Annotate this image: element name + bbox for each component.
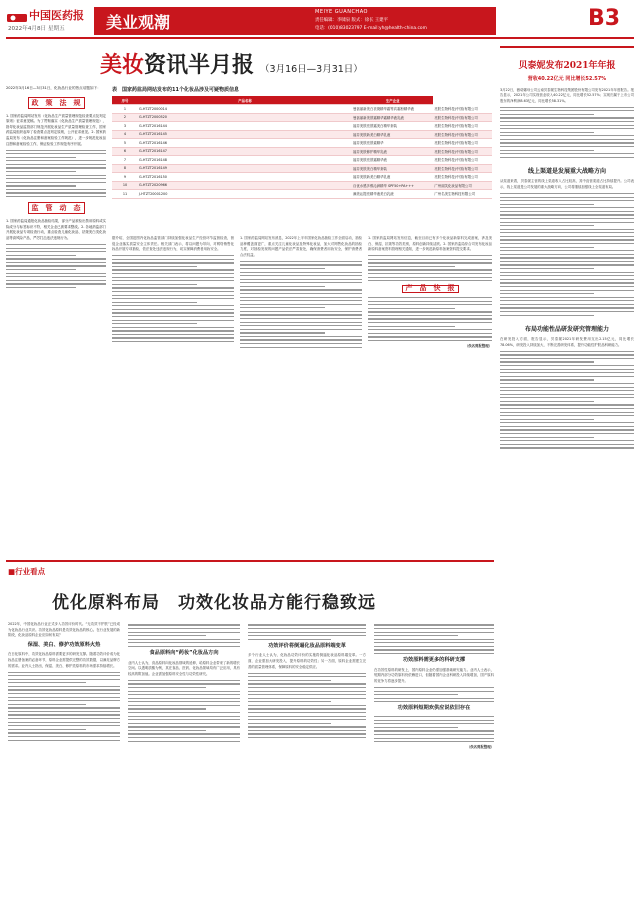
table-row xyxy=(112,181,492,190)
table-cell: 福芬美肤新美白精华乳液 xyxy=(352,173,433,182)
table-cell: 亮肤生物科技(中国)有限公司 xyxy=(433,139,492,148)
table-cell: 福芬美肤美白精华套装 xyxy=(352,164,433,173)
paper-name: 中国医药报 xyxy=(29,9,84,22)
sidebar-p1: 3月22日，薇诺娜母公司云南贝泰妮生物科技集团股份有限公司发布2021年年度报告。报告显示，2021年公司实现营业收入40.22亿元，同比增长52.57%；实现归属于上市公司股东的净利润8.63亿元，同比增长58.31%。 xyxy=(500,87,634,103)
table-cell: 曼蓓丽新美肤霜精华霜精华液乳液 xyxy=(352,113,433,122)
feature-date-range: （3月16日—3月31日） xyxy=(260,64,363,75)
table-cell: 曼蓓丽新美白祛斑精华霜等宾霜粉精华液 xyxy=(352,105,433,114)
sidebar-head-3: 布局功能性品研发研究管理能力 xyxy=(524,326,609,334)
table-cell: 百优水感多维沁润精华 SPF50+PA+++ xyxy=(352,181,433,190)
news-h5: 功效原料短期欢供应说依旧存在 xyxy=(397,705,471,712)
table-row xyxy=(112,105,492,114)
table-header: 生产企业 xyxy=(352,96,433,105)
col1-text2: 1. 国家药监局通报化妆品抽检结果，部分产品被检出禁用原料或实际成分与标签标识不符，相关企业已被要求整改。2. 各地药监部门开展化妆品专项检查行动，重点检查儿童化妆品、祛斑美白类化妆品等高风险产品，严厉打击违法违规行为。 xyxy=(6,219,106,241)
news-col-1: 2022年，中国化妆品行业正式步入功效评价时代。“无功效不护肤”已经成为化妆品行业共识。功效化妆品原料是功效化妆品的核心。在行业发展的新阶段，化妆品原料企业应如何布局？ 保湿、美白、修护功效原料火热 在日化原料中，功效化妆品原料需要更多的研发支撑。随着功效评价成为化妆品注册备案的必备环节，原料企业需提供完整的功效数据，以满足品牌方的需求。业内人士指出，保湿、美白、修护类原料的市场需求持续增长。 xyxy=(8,622,120,896)
table-cell: 福芬美肤新美白精华乳液 xyxy=(352,130,433,139)
subhead-supervision: 监 管 动 态 xyxy=(6,202,106,214)
table-cell: 11 xyxy=(112,190,138,199)
news-h2: 食品原料向“药妆”化妆品方向 xyxy=(149,650,219,657)
contact-line: 电话：(010)83023797 E-mail:yh@health-china.com xyxy=(315,26,427,31)
table-header: 产品名称 xyxy=(138,96,352,105)
news-h4: 功效原料需更多的科研支撑 xyxy=(402,657,466,664)
table-cell: 满美沁提亮精华液美白乳液 xyxy=(352,190,433,199)
table-cell: 广州丽芙化妆品有限公司 xyxy=(433,181,492,190)
table-cell: G-HTZT2016150 xyxy=(138,173,352,182)
table-cell: 亮肤生物科技(中国)有限公司 xyxy=(433,147,492,156)
editors-line: 责任编辑：李啸泉 版式：徐长 王建平 xyxy=(315,18,389,23)
table-cell: 5 xyxy=(112,139,138,148)
news-h3: 功效评价将倒逼化妆品原料端变革 xyxy=(268,642,346,649)
news-col-4: 功效原料需更多的科研支撑 在功效性原料的研发上，国内原料企业仍需加强基础研究能力。业内人士表示，短期内部分功效原料仍依赖进口，但随着国内企业科研投入持续增加，国产原料的竞争力将逐步提升。 功效原料短期欢供应说依旧存在 （佚名剪报整理） xyxy=(374,622,494,896)
sidebar-subtitle: 营收40.22亿元 同比增长52.57% xyxy=(527,75,607,82)
table-cell: 福芬美肤亮肤素精华 xyxy=(352,139,433,148)
feature-intro: 2022年3月16日—3月31日，化妆品行业的热点话题如下： xyxy=(6,86,101,90)
table-cell: 10 xyxy=(112,181,138,190)
table-cell: G-HTZT2016145 xyxy=(138,130,352,139)
table-cell: 福芬美肤亮肤霜美白精华套装 xyxy=(352,122,433,131)
sidebar-head-2: 线上渠道是发展重大战略方向 xyxy=(527,168,606,176)
table-cell: 福芬美肤亮肤霜精华液 xyxy=(352,156,433,165)
table-cell: G-HTZT2016147 xyxy=(138,147,352,156)
table-cell: 亮肤生物科技(中国)有限公司 xyxy=(433,130,492,139)
table-cell: 4 xyxy=(112,130,138,139)
table-row xyxy=(112,190,492,199)
table-header: 序号 xyxy=(112,96,138,105)
sidebar xyxy=(500,46,634,896)
section-divider xyxy=(6,560,494,562)
table-cell: 9 xyxy=(112,173,138,182)
col1-text: 1. 国家药监局网站发布《化妆品生产质量管理规范检查要点及判定原则》征求意见稿。为了贯彻落实《化妆品生产质量管理规范》，指导化妆品监管部门规范开展化妆品生产质量管理检查工作，国家药监局组织起草了检查要点及判定原则，公开征求意见。2. 国家药监局发布《化妆品注册和备案检验工作规范》，进一步规范化妆品注册和备案检验工作，保证检验工作规范有序开展。 xyxy=(6,113,106,146)
table-cell: 亮肤生物科技(中国)有限公司 xyxy=(433,156,492,165)
sidebar-top-rule xyxy=(500,46,634,48)
table-cell: G-HTZT2020966 xyxy=(138,181,352,190)
table-cell: 6 xyxy=(112,147,138,156)
news-col-2: 食品原料向“药妆”化妆品方向 业内人士认为，食品原料向化妆品领域的延伸，给原料企业带来了新的增长空间。以透明质酸为例，其在食品、医药、化妆品领域均有广泛应用，具有较高的附加值。企业需加强原料安全性与功效性研究。 xyxy=(128,622,240,896)
news-source: （佚名剪报整理） xyxy=(466,744,494,749)
feature-col-3: 1. 国家药监局网站发布消息，2022年上半年国家化妆品抽检工作全面启动，抽检品种覆盖面更广，重点关注儿童化妆品及特殊化妆品，加大对网售化妆品的抽检力度，对抽检发现的问题产品依法严肃查处，确保消费者用妆安全，保护消费者合法权益。 xyxy=(240,236,362,556)
subhead-product: 产 品 快 报 xyxy=(368,285,492,293)
news-col-3: 功效评价将倒逼化妆品原料端变革 多个行业人士认为，化妆品功效评价的实施将倒逼化妆品原料端变革。一方面，企业需加大研发投入，提升原料的功效性；另一方面，原料企业需建立完善的质量管理体系，保障原料的安全稳定供应。 xyxy=(248,622,366,896)
table-row xyxy=(112,173,492,182)
table-cell: G-HTZT2000520 xyxy=(138,113,352,122)
table-header-row xyxy=(112,96,492,105)
date-line: 2022年4月8日 星期五 xyxy=(8,26,65,32)
table-cell: 亮肤生物科技(中国)有限公司 xyxy=(433,164,492,173)
masthead-rule xyxy=(6,37,634,39)
table-cell: 3 xyxy=(112,122,138,131)
table xyxy=(112,96,492,199)
sidebar-p2: 从渠道来看，贝泰妮主营的线上渠道收入占比较高，其中直营渠道占比持续提升。公司表示，线上渠道是公司发展的重大战略方向，公司将继续加强线上全渠道布局。 xyxy=(500,179,634,189)
table-cell: 福芬美肤修护精华乳液 xyxy=(352,147,433,156)
feature-col-1 xyxy=(6,86,106,556)
table-title: 表 国家药监局网站发布的11个化妆品涉及可疑物质信息 xyxy=(112,87,239,93)
table-cell: G-HTZT2016149 xyxy=(138,164,352,173)
table-cell: 7 xyxy=(112,156,138,165)
feature-table xyxy=(112,86,492,199)
table-cell: J-HTZT20001200 xyxy=(138,190,352,199)
feature-title-black: 资讯半月报 xyxy=(144,52,255,78)
table-row xyxy=(112,122,492,131)
subhead-policy: 政 策 法 规 xyxy=(6,97,106,109)
news-h1: 保湿、美白、修护功效原料火热 xyxy=(27,641,101,648)
table-row xyxy=(112,164,492,173)
table-cell: 亮肤生物科技(中国)有限公司 xyxy=(433,113,492,122)
section-title: 美业观潮 xyxy=(106,13,171,32)
table-cell: G-HTZT2016144 xyxy=(138,122,352,131)
table-cell: G-HTZT2000014 xyxy=(138,105,352,114)
table-cell: 8 xyxy=(112,164,138,173)
table-cell: G-HTZT2016148 xyxy=(138,156,352,165)
table-row xyxy=(112,147,492,156)
table-row xyxy=(112,113,492,122)
table-cell: 1 xyxy=(112,105,138,114)
sidebar-title: 贝泰妮发布2021年年报 xyxy=(518,60,616,71)
table-cell: 2 xyxy=(112,113,138,122)
feature-col-2: 据介绍，全国范围内化妆品监管部门持续加强化妆品生产经营环节监督检查，督促企业落实质量安全主体责任。相关部门表示，将以问题为导向，对网络销售化妆品开展专项抽检，依法查处违法违规行为，切实保障消费者用妆安全。 xyxy=(112,236,234,556)
news-headline: 优化原料布局 功效化妆品方能行稳致远 xyxy=(52,593,376,613)
feature-title-red: 美妆 xyxy=(100,52,145,78)
section-en: MEIYE GUANCHAO xyxy=(315,9,368,15)
sidebar-p3: 在研发投入方面，报告显示，贝泰妮2021年研发费用支出2.15亿元，同比增长78.06%，研发投入持续加大，不断完善研发体系，提升功能性护肤品科研能力。 xyxy=(500,337,634,347)
table-cell: G-HTZT2016146 xyxy=(138,139,352,148)
paper-logo xyxy=(6,8,28,18)
feature-source: （佚名剪报整理） xyxy=(464,343,492,348)
table-row xyxy=(112,156,492,165)
industry-label: ■行业看点 xyxy=(8,567,46,576)
table-row xyxy=(112,130,492,139)
table-cell: 亮肤生物科技(中国)有限公司 xyxy=(433,122,492,131)
table-cell: 广州名美生物科技有限公司 xyxy=(433,190,492,199)
page-number: B3 xyxy=(588,6,621,31)
feature-title xyxy=(100,48,363,79)
table-cell: 亮肤生物科技(中国)有限公司 xyxy=(433,173,492,182)
table-cell: 亮肤生物科技(中国)有限公司 xyxy=(433,105,492,114)
feature-col-4: 1. 国家药监局网站发布信息，截至目前已有多个化妆品新原料完成备案，涉及美白、保湿、抗皱等功效类别，原料创新持续活跃。2. 国家药监局综合司发布化妆品新原料备案资料管理相关通知，进一步规范新原料备案资料提交要求。 产 品 快 报 （佚名剪报整理） xyxy=(368,236,492,348)
table-row xyxy=(112,139,492,148)
